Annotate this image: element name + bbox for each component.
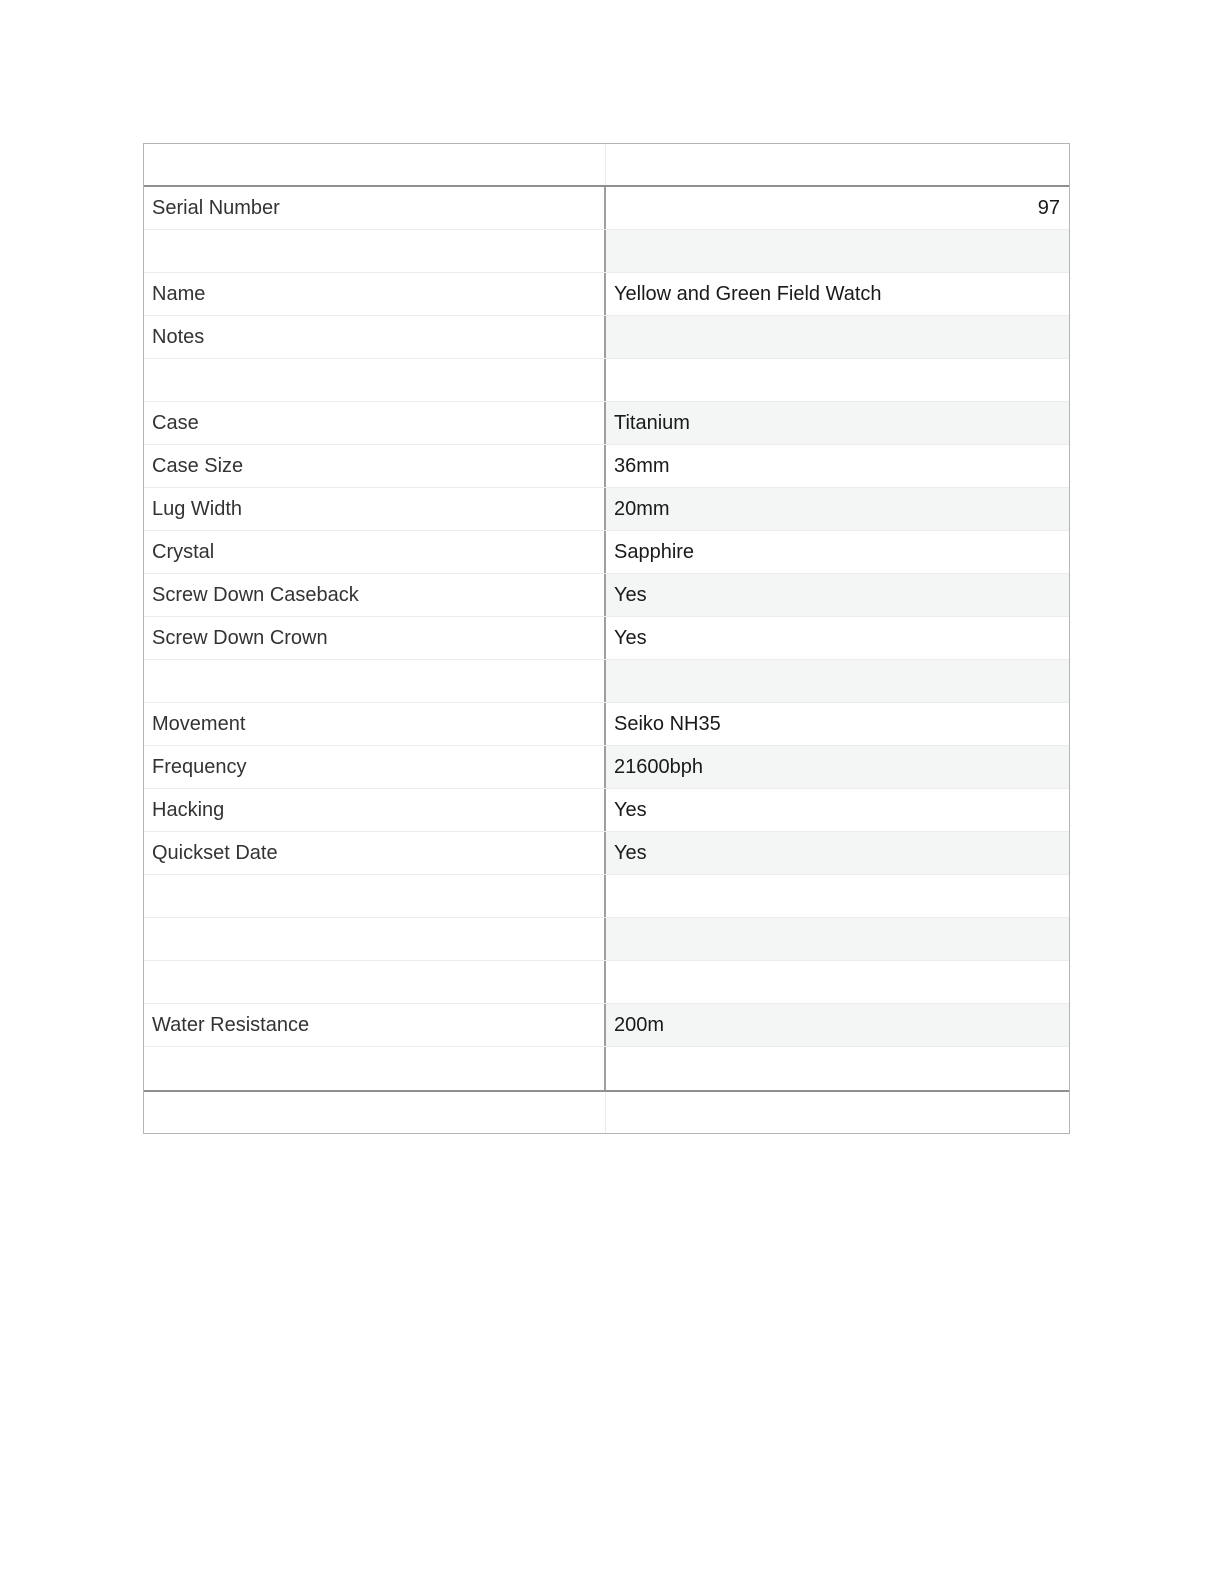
table-row — [144, 660, 1069, 703]
table-row — [144, 1047, 1069, 1090]
row-label-cell[interactable] — [144, 1047, 606, 1090]
table-row — [144, 445, 1069, 488]
table-body — [144, 187, 1069, 1090]
row-value-cell[interactable]: 20mm — [606, 488, 1069, 530]
row-value-cell[interactable]: Yes — [614, 626, 647, 649]
row-value-cell[interactable]: Yes — [606, 574, 1069, 616]
row-value-cell[interactable] — [606, 1047, 1069, 1090]
row-label-cell[interactable]: Frequency — [144, 746, 606, 788]
row-value-cell[interactable] — [606, 316, 1069, 358]
row-label-cell[interactable]: Hacking — [144, 789, 606, 831]
table-row — [144, 961, 1069, 1004]
spec-table — [143, 143, 1070, 1134]
row-label-cell[interactable]: Case — [144, 402, 606, 444]
row-label-cell[interactable] — [144, 875, 606, 917]
row-label-cell[interactable]: Screw Down Caseback — [144, 574, 606, 616]
footer-cell-label[interactable] — [144, 1092, 606, 1133]
row-label-cell[interactable]: Water Resistance — [144, 1004, 606, 1046]
row-label-cell[interactable]: Notes — [144, 316, 606, 358]
row-value-cell[interactable]: Yes — [614, 798, 647, 821]
row-value-cell[interactable]: Titanium — [606, 402, 1069, 444]
row-value-cell[interactable]: Yellow and Green Field Watch — [614, 282, 882, 305]
row-label-cell[interactable] — [144, 660, 606, 702]
row-label-cell[interactable]: Quickset Date — [144, 832, 606, 874]
row-label-cell[interactable]: Case Size — [144, 445, 606, 487]
table-row — [144, 316, 1069, 359]
row-value-cell[interactable] — [606, 359, 1069, 401]
table-row — [144, 402, 1069, 445]
table-row — [144, 1004, 1069, 1047]
row-value-cell[interactable]: Seiko NH35 — [614, 712, 721, 735]
row-label-cell[interactable]: Movement — [144, 703, 606, 745]
row-value-cell[interactable] — [606, 660, 1069, 702]
table-row — [144, 875, 1069, 918]
row-label-cell[interactable] — [144, 961, 606, 1003]
row-value-cell[interactable] — [606, 961, 1069, 1003]
row-value-cell[interactable]: 200m — [606, 1004, 1069, 1046]
row-value-cell[interactable]: Sapphire — [614, 540, 695, 563]
footer-cell-value[interactable] — [606, 1092, 1069, 1133]
table-row — [144, 703, 1069, 746]
table-row — [144, 359, 1069, 402]
table-row — [144, 187, 1069, 230]
row-value-cell[interactable]: 36mm — [614, 454, 670, 477]
header-cell-value[interactable] — [606, 144, 1069, 185]
row-value-cell[interactable] — [606, 875, 1069, 917]
header-cell-label[interactable] — [144, 144, 606, 185]
row-label-cell[interactable]: Lug Width — [144, 488, 606, 530]
row-value-cell[interactable]: 21600bph — [606, 746, 1069, 788]
row-value-cell[interactable]: Yes — [606, 832, 1069, 874]
row-label-cell[interactable] — [144, 918, 606, 960]
row-label-cell[interactable]: Crystal — [144, 531, 606, 573]
table-row — [144, 832, 1069, 875]
row-label-cell[interactable]: Screw Down Crown — [144, 617, 606, 659]
table-footer-row — [144, 1090, 1069, 1133]
row-value-cell[interactable] — [606, 918, 1069, 960]
table-row — [144, 746, 1069, 789]
row-label-cell[interactable]: Serial Number — [144, 187, 606, 229]
table-row — [144, 531, 1069, 574]
row-value-cell[interactable]: 97 — [1037, 196, 1060, 219]
table-row — [144, 789, 1069, 832]
row-label-cell[interactable] — [144, 230, 606, 272]
table-row — [144, 230, 1069, 273]
row-value-cell[interactable] — [606, 230, 1069, 272]
table-row — [144, 488, 1069, 531]
table-row — [144, 273, 1069, 316]
table-row — [144, 617, 1069, 660]
table-row — [144, 574, 1069, 617]
table-header-row — [144, 144, 1069, 187]
table-row — [144, 918, 1069, 961]
row-label-cell[interactable]: Name — [144, 273, 606, 315]
row-label-cell[interactable] — [144, 359, 606, 401]
